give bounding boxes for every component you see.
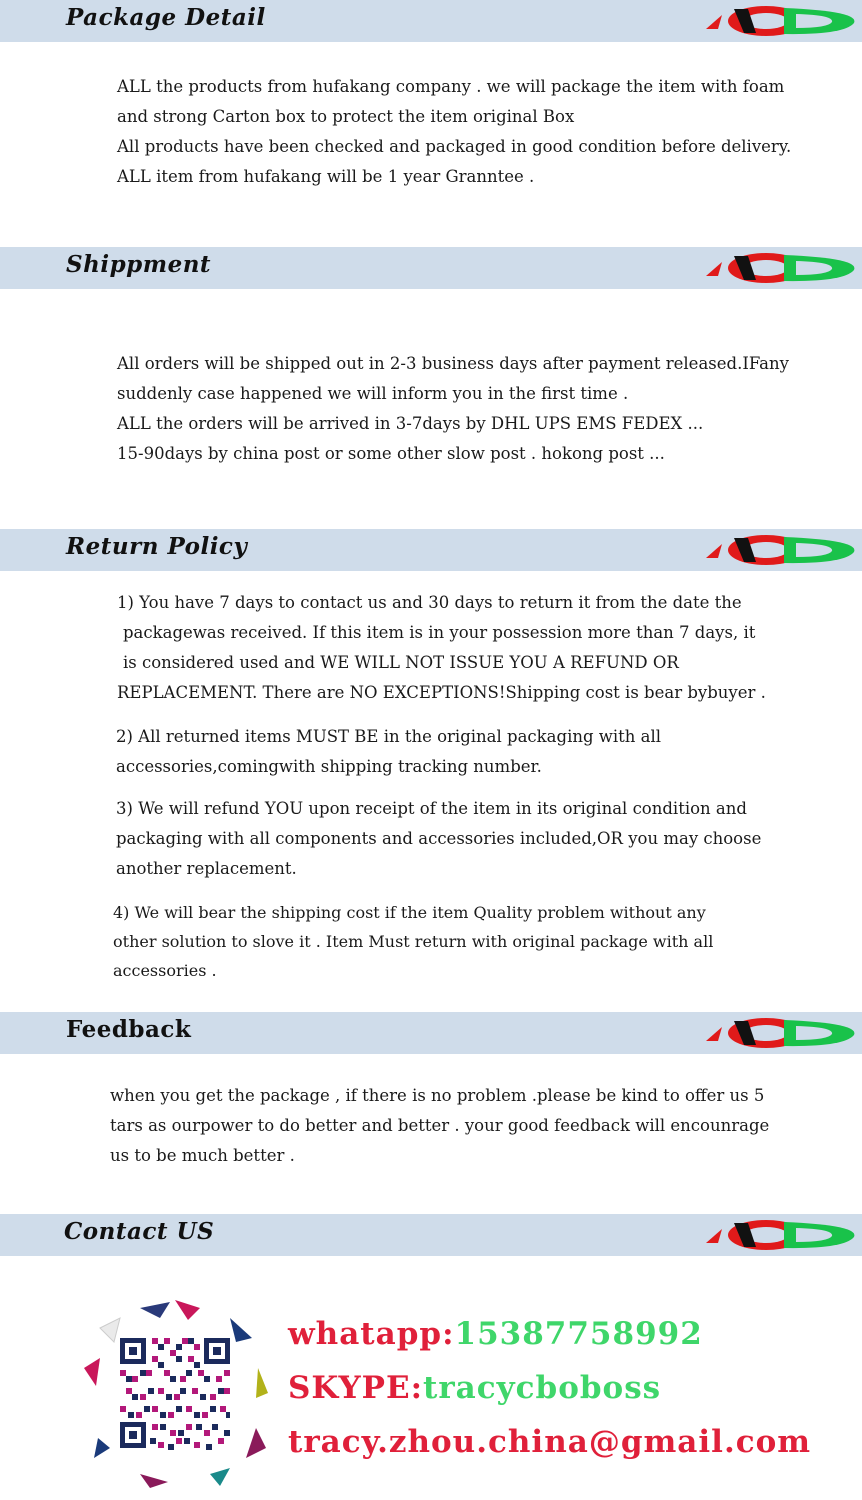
contact-email[interactable] xyxy=(288,1424,811,1460)
return-line: other solution to slove it . Item Must return with original package with all xyxy=(113,932,714,951)
section-title-shipment: Shippment xyxy=(66,251,212,278)
feedback-text xyxy=(110,1081,769,1171)
shipment-text xyxy=(117,349,789,469)
package-line: All products have been checked and packaged in good condition before delivery. xyxy=(117,137,792,156)
return-line: is considered used and WE WILL NOT ISSUE YOU A REFUND OR xyxy=(123,653,679,672)
shipment-line: ALL the orders will be arrived in 3-7days by DHL UPS EMS FEDEX ... xyxy=(117,414,704,433)
return-paragraph-4 xyxy=(113,898,713,985)
return-line: packagewas received. If this item is in your possession more than 7 days, it xyxy=(123,623,756,642)
return-paragraph-2 xyxy=(116,722,661,782)
return-line: 4) We will bear the shipping cost if the item Quality problem without any xyxy=(113,903,706,922)
section-header-feedback xyxy=(0,1012,862,1054)
return-line: packaging with all components and accessories included,OR you may choose xyxy=(116,829,762,848)
section-header-contact xyxy=(0,1214,862,1256)
package-line: and strong Carton box to protect the item original Box xyxy=(117,107,575,126)
package-text xyxy=(117,72,791,192)
package-line: ALL the products from hufakang company . we will package the item with foam xyxy=(117,77,785,96)
section-title-contact: Contact US xyxy=(64,1218,215,1245)
section-title-return: Return Policy xyxy=(66,533,248,560)
3d-brand-logo-icon xyxy=(704,250,860,286)
return-line: 3) We will refund YOU upon receipt of the item in its original condition and xyxy=(116,799,747,818)
return-paragraph-1 xyxy=(117,588,766,708)
whatsapp-label: whatapp: xyxy=(288,1316,455,1352)
whatsapp-number[interactable]: 15387758992 xyxy=(454,1316,703,1352)
package-line: ALL item from hufakang will be 1 year Granntee . xyxy=(117,167,535,186)
return-line: 2) All returned items MUST BE in the original packaging with all xyxy=(116,727,662,746)
return-line: another replacement. xyxy=(116,859,297,878)
feedback-line: us to be much better . xyxy=(110,1146,295,1165)
3d-brand-logo-icon xyxy=(704,1217,860,1253)
shipment-line: suddenly case happened we will inform you in the first time . xyxy=(117,384,629,403)
return-line: accessories . xyxy=(113,961,217,980)
return-line: accessories,comingwith shipping tracking number. xyxy=(116,757,542,776)
skype-label: SKYPE: xyxy=(288,1370,424,1406)
feedback-line: tars as ourpower to do better and better . your good feedback will encounrage xyxy=(110,1116,770,1135)
skype-id[interactable]: tracycboboss xyxy=(423,1370,662,1406)
section-title-package: Package Detail xyxy=(66,4,266,31)
return-line: 1) You have 7 days to contact us and 30 days to return it from the date the xyxy=(117,593,742,612)
return-paragraph-3 xyxy=(116,794,761,884)
qr-code-icon xyxy=(80,1298,270,1488)
email-address[interactable]: tracy.zhou.china@gmail.com xyxy=(288,1424,812,1460)
shipment-line: All orders will be shipped out in 2-3 business days after payment released.IFany xyxy=(117,354,789,373)
return-line: REPLACEMENT. There are NO EXCEPTIONS!Shipping cost is bear bybuyer . xyxy=(117,683,766,702)
shipment-line: 15-90days by china post or some other slow post . hokong post ... xyxy=(117,444,665,463)
section-header-package xyxy=(0,0,862,42)
feedback-line: when you get the package , if there is no problem .please be kind to offer us 5 xyxy=(110,1086,765,1105)
section-header-shipment xyxy=(0,247,862,289)
3d-brand-logo-icon xyxy=(704,1015,860,1051)
section-title-feedback: Feedback xyxy=(66,1016,192,1043)
contact-skype[interactable] xyxy=(288,1370,661,1406)
section-header-return xyxy=(0,529,862,571)
3d-brand-logo-icon xyxy=(704,3,860,39)
contact-whatsapp[interactable] xyxy=(288,1316,703,1352)
3d-brand-logo-icon xyxy=(704,532,860,568)
